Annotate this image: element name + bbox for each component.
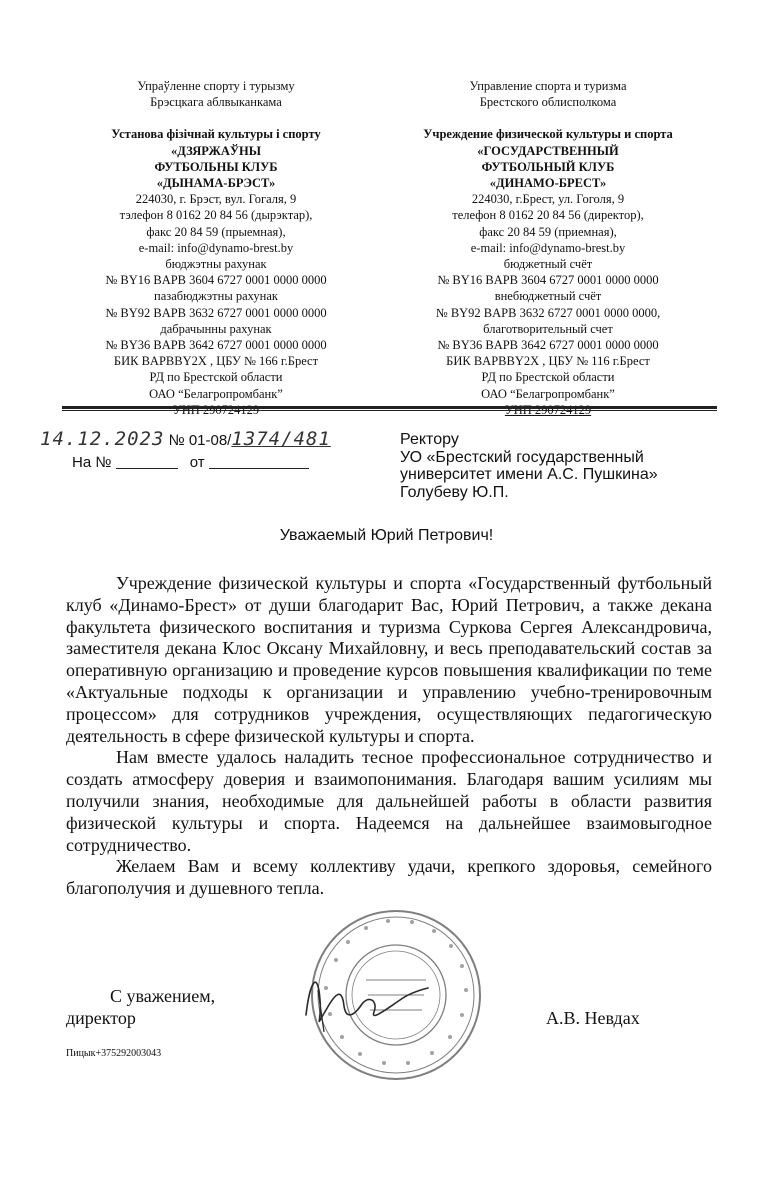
detail-line: пазабюджэтны рахунак [154,289,278,304]
detail-line: факс 20 84 59 (приемная), [479,224,617,239]
detail-line: БИК BAPBBY2X , ЦБУ № 166 г.Брест [113,354,319,369]
org-line: «ГОСУДАРСТВЕННЫЙ [477,143,619,158]
detail-line: телефон 8 0162 20 84 56 (директор), [452,208,644,223]
detail-line: внебюджетный счёт [494,289,602,304]
detail-line: факс 20 84 59 (прыемная), [146,224,286,239]
na-label: На № [72,454,112,471]
detail-line: № BY92 BAPB 3632 6727 0001 0000 0000 [105,305,327,320]
header-rule-thick [62,406,717,409]
letterhead-left [56,78,376,418]
body-paragraph: Нам вместе удалось наладить тесное профессиональное сотрудничество и создать атмосферу доверия и взаимопонимания. Благодаря вашим усилиям мы получили знания, необходимые для дальнейшей работы в области развития физической культуры и спорта. Надеемся на дальнейшее взаимовыгодное сотрудничество. [66,747,712,855]
reference-line-outgoing [40,428,331,450]
body-paragraph: Желаем Вам и всему коллективу удачи, крепкого здоровья, семейного благополучия и душевного тепла. [66,856,712,899]
na-blank [116,453,178,469]
org-line: Учреждение физической культуры и спорта [423,127,673,142]
signer-name: А.В. Невдах [546,1008,640,1028]
detail-line: e-mail: info@dynamo-brest.by [138,240,294,255]
dept-line: Управление спорта и туризма [469,79,627,93]
body-paragraph: Учреждение физической культуры и спорта «Государственный футбольный клуб «Динамо-Брест» от души благодарит Вас, Юрий Петрович, а также декана факультета физического воспитания и туризма Суркова Сергея Александровича, заместителя декана Клос Оксану Михайловну, и весь преподавательский состав за оперативную организацию и проведение курсов повышения квалификации по теме «Актуальные подходы к организации и управлению учебно-тренировочным процессом» для сотрудников учреждения, осуществляющих педагогическую деятельность в сфере физической культуры и спорта. [66,573,712,746]
addressee-block [400,431,658,501]
detail-line: тэлефон 8 0162 20 84 56 (дырэктар), [119,208,313,223]
detail-line: № BY92 BAPB 3632 6727 0001 0000 0000, [435,305,661,320]
addressee-line: университет имени А.С. Пушкина» [400,466,658,483]
detail-line: № BY36 BAPB 3642 6727 0001 0000 0000 [105,338,327,353]
closing-regards: С уважением, [110,986,216,1006]
addressee-line: Голубеву Ю.П. [400,483,509,501]
org-line: «ДЫНАМА-БРЭСТ» [156,176,276,191]
detail-line: ОАО “Белагропромбанк” [149,386,283,401]
detail-line: бюджэтны рахунак [165,257,267,272]
detail-line: бюджетный счёт [503,257,593,272]
org-line: «ДЗЯРЖАЎНЫ [170,143,262,158]
dept-line: Брестского облисполкома [479,95,617,110]
detail-line: благотворительный счет [483,321,613,336]
detail-line: № BY16 BAPB 3604 6727 0001 0000 0000 [105,273,327,288]
executor-note: Пицык+375292003043 [66,1048,162,1059]
detail-line: e-mail: info@dynamo-brest.by [470,240,626,255]
signer-position: директор [66,1008,136,1028]
detail-line: РД по Брестской области [149,370,283,385]
handwritten-date: 14.12.2023 [40,428,165,450]
detail-line: РД по Брестской области [481,370,615,385]
detail-line: ОАО “Белагропромбанк” [481,386,615,401]
addressee-line: УО «Брестский государственный [400,448,644,466]
detail-line: 224030, г. Брэст, вул. Гогаля, 9 [135,192,297,207]
letterhead-right [388,78,708,418]
org-line: ФУТБОЛЬНЫ КЛУБ [154,159,278,174]
detail-line: № BY36 BAPB 3642 6727 0001 0000 0000 [437,338,659,353]
org-line: «ДИНАМО-БРЕСТ» [489,176,607,191]
letter-body [66,573,712,900]
dept-line: Брэсцкага аблвыканкама [150,95,282,110]
detail-line: БИК BAPBBY2X , ЦБУ № 116 г.Брест [446,354,650,369]
detail-line: дабрачынны рахунак [160,321,272,336]
handwritten-signature [296,960,436,1040]
org-line: Установа фізічнай культуры і спорту [111,127,321,142]
salutation: Уважаемый Юрий Петрович! [279,527,494,544]
detail-line: 224030, г.Брест, ул. Гоголя, 9 [471,192,625,207]
detail-line: № BY16 BAPB 3604 6727 0001 0000 0000 [437,273,659,288]
ot-blank [209,453,309,469]
reference-number-prefix: № 01-08/ [168,432,232,449]
dept-line: Упраўленне спорту і турызму [137,79,295,93]
header-rule-thin [62,410,717,411]
org-line: ФУТБОЛЬНЫЙ КЛУБ [481,159,615,174]
handwritten-number: 1374/481 [231,428,331,450]
reference-line-incoming [72,453,309,471]
addressee-line: Ректору [400,431,459,448]
ot-label: от [189,454,205,471]
